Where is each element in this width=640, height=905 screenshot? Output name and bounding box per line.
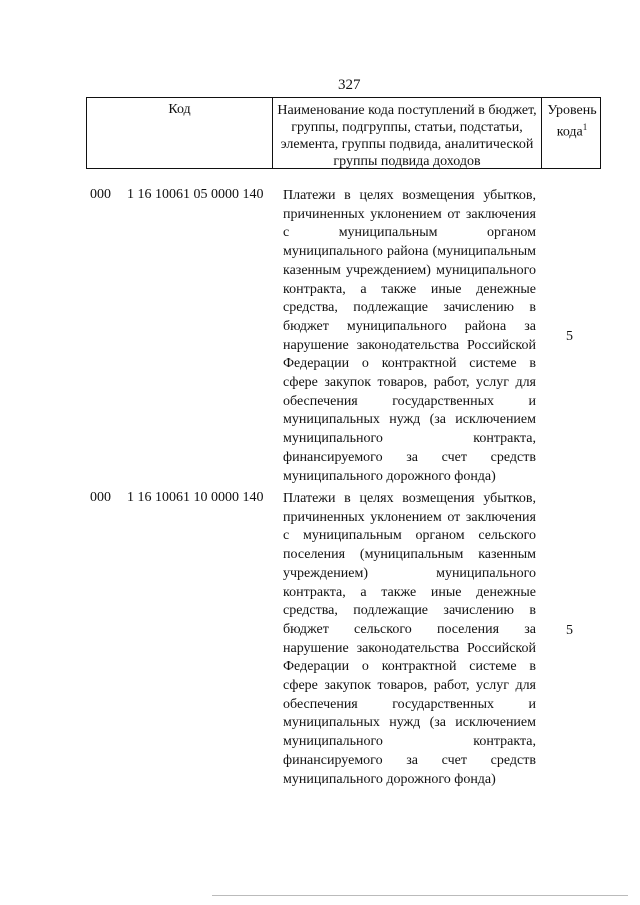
table-header: [86, 97, 601, 169]
admin-code: 000: [90, 187, 111, 202]
code-level: 5: [566, 329, 573, 344]
code-level: 5: [566, 623, 573, 638]
revenue-code: 1 16 10061 05 0000 140: [127, 187, 264, 202]
page-number: 327: [338, 77, 361, 93]
admin-code: 000: [90, 490, 111, 505]
header-name: Наименование кода поступлений в бюджет, группы, подгруппы, статьи, подстатьи, элемента, группы подвида, аналитической группы подвида доходов: [277, 103, 537, 169]
header-level-footnote: 1: [582, 122, 588, 132]
revenue-code: 1 16 10061 10 0000 140: [127, 490, 264, 505]
bottom-rule: [212, 895, 628, 896]
header-level: [542, 102, 602, 141]
header-code: Код: [168, 102, 191, 117]
revenue-description: Платежи в целях возмещения убытков, причиненных уклонением от заключения с муниципальным органом сельского поселения (муниципальным казенным учреждением) муниципального контракта, а также иные денежные средства, подлежащие зачислению в бюджет сельского поселения за нарушение законодательства Российской Федерации о контрактной системе в сфере закупок товаров, работ, услуг для обеспечения государственных и муниципальных нужд (за исключением муниципального контракта, финансируемого за счет средств муниципального дорожного фонда): [283, 491, 536, 787]
header-level-label: Уровень кода: [547, 103, 597, 140]
revenue-description: Платежи в целях возмещения убытков, причиненных уклонением от заключения с муниципальным органом муниципального района (муниципальным казенным учреждением) муниципального контракта, а также иные денежные средства, подлежащие зачислению в бюджет муниципального района за нарушение законодательства Российской Федерации о контрактной системе в сфере закупок товаров, работ, услуг для обеспечения государственных и муниципальных нужд (за исключением муниципального контракта, финансируемого за счет средств муниципального дорожного фонда): [283, 188, 536, 484]
